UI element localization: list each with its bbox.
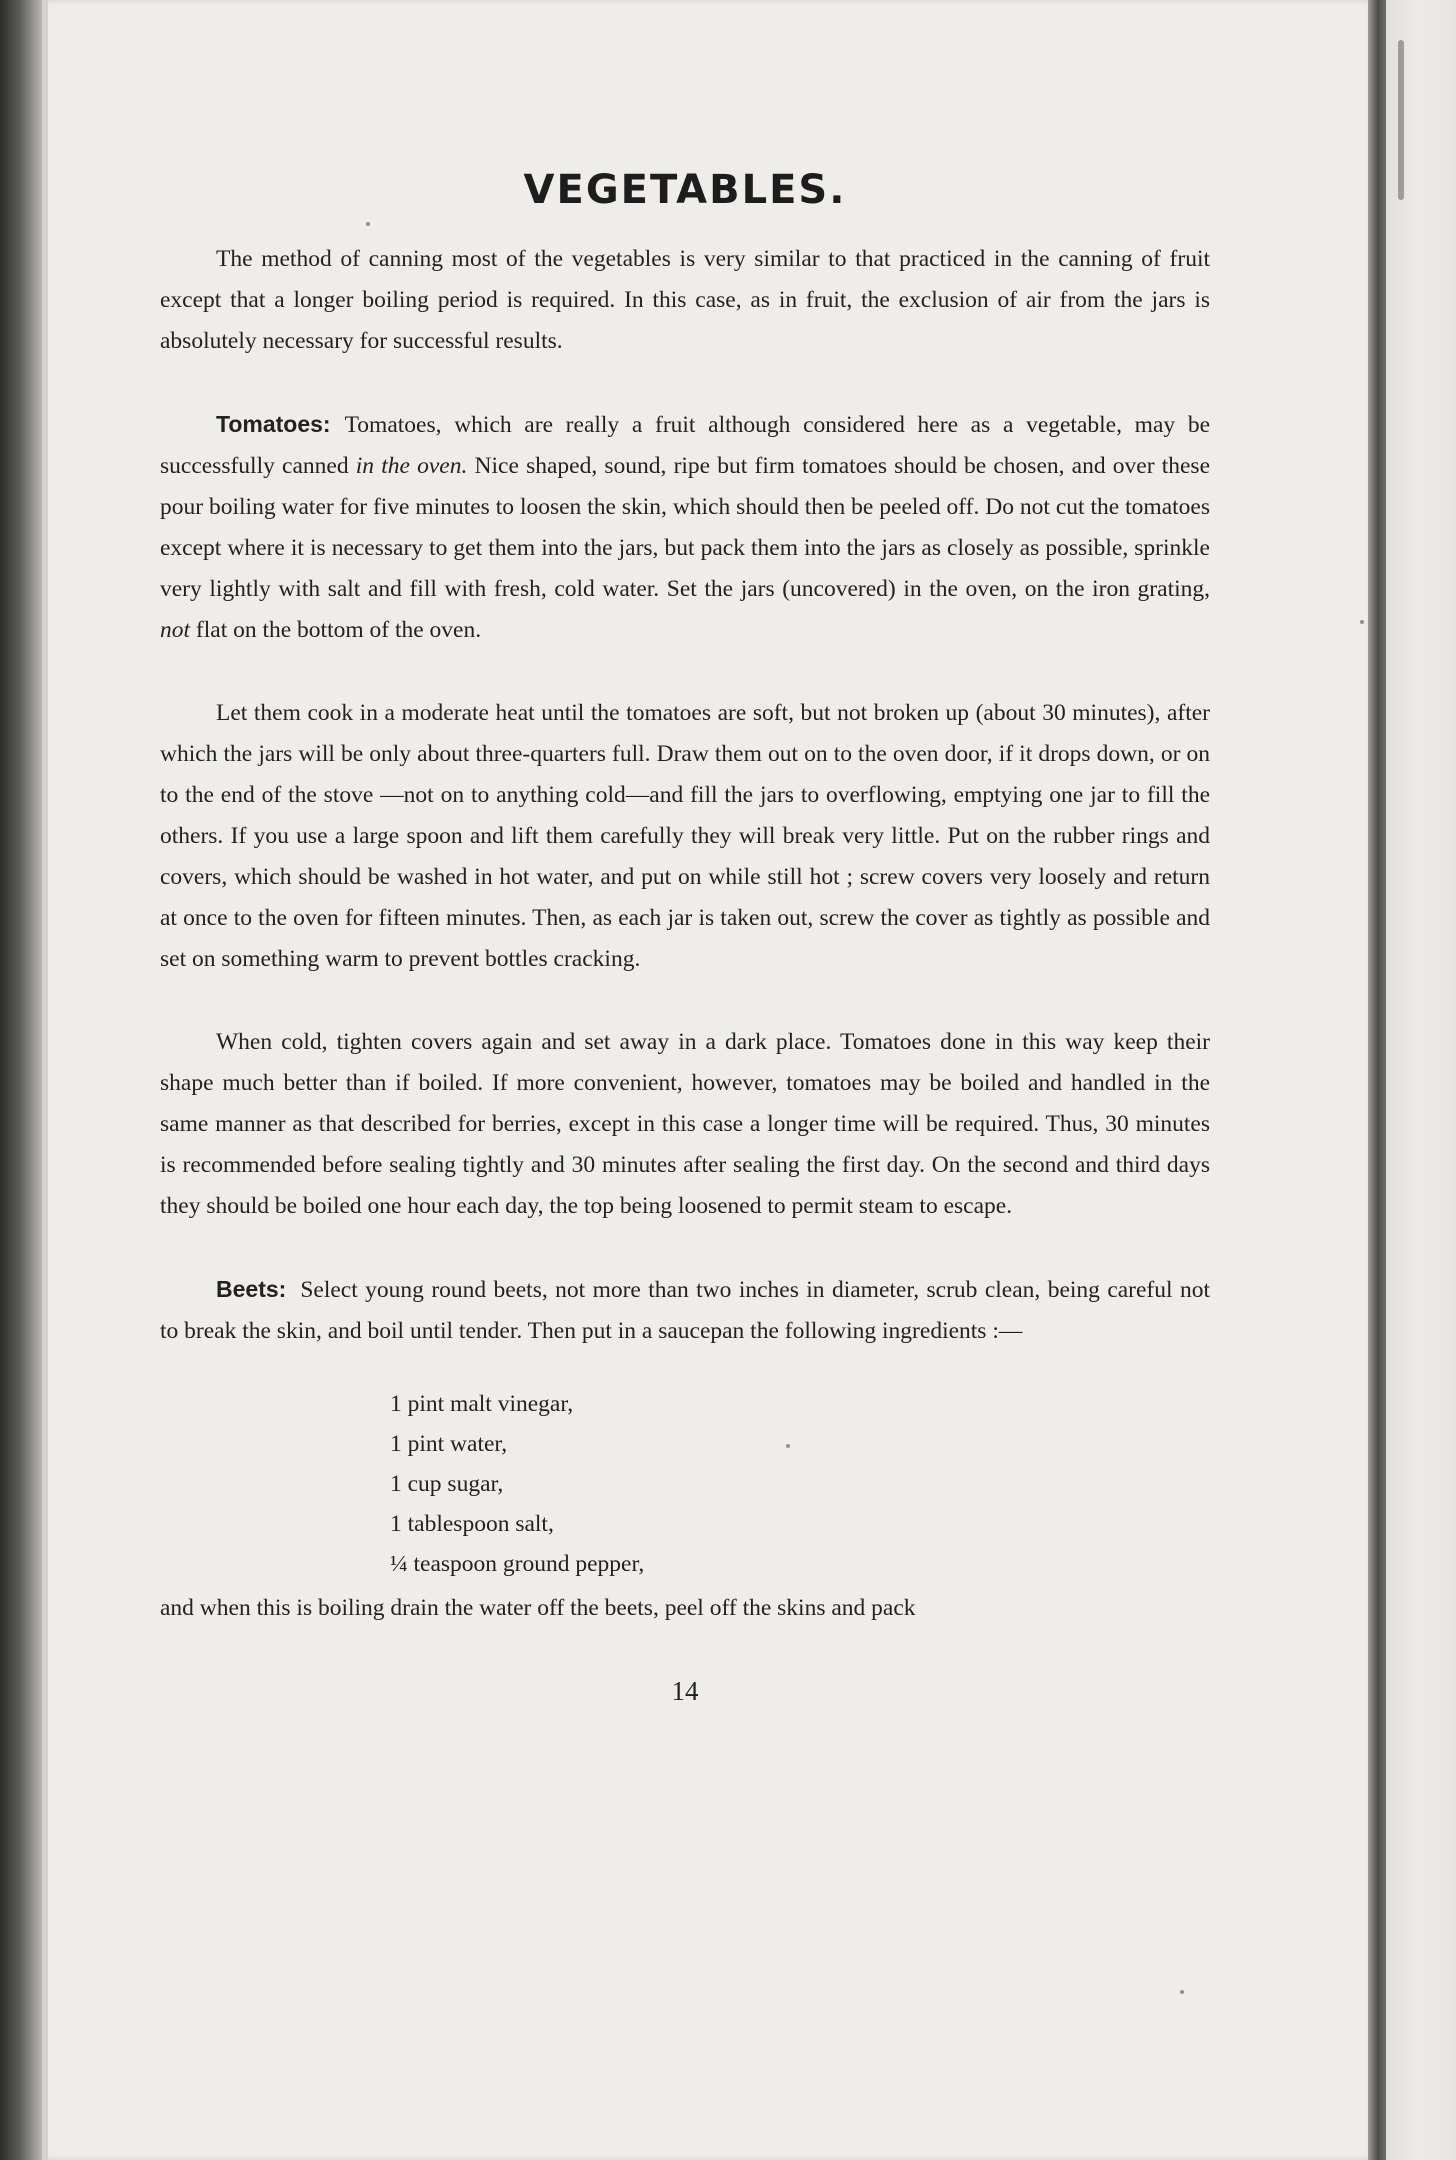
ingredient-list — [160, 1384, 1210, 1584]
next-page-mark — [1398, 40, 1404, 200]
beets-paragraph — [160, 1269, 1210, 1352]
page-content — [160, 167, 1211, 1712]
page-number: 14 — [671, 1676, 699, 1706]
tomatoes-paragraph-2: Let them cook in a moderate heat until the tomatoes are soft, but not broken up (about 30 minutes), after which the jars will be only about three-quarters full. Draw them out on to the oven door, if it drops down, or on to the end of the stove —not on to anything cold—and fill the jars to overflowing, emptying one jar to fill the others. If you use a large spoon and lift them carefully they will break very little. Put on the rubber rings and covers, which should be washed in hot water, and put on while still hot ; screw covers very loosely and return at once to the oven for fifteen minutes. Then, as each jar is taken out, screw the cover as tightly as possible and set on something warm to prevent bottles cracking. — [160, 700, 1210, 972]
beets-text: Select young round beets, not more than two inches in diameter, scrub clean, being careful not to break the skin, and boil until tender. Then put in a saucepan the following ingredients :— — [160, 1277, 1210, 1344]
print-speck — [1180, 1990, 1184, 1994]
ingredient-item: 1 tablespoon salt, — [390, 1511, 554, 1537]
beets-continuation: and when this is boiling drain the water off the beets, peel off the skins and pack — [160, 1595, 916, 1621]
ingredient-item: 1 pint malt vinegar, — [390, 1391, 574, 1417]
tomatoes-paragraph-3: When cold, tighten covers again and set away in a dark place. Tomatoes done in this way keep their shape much better than if boiled. If more convenient, however, tomatoes may be boiled and handled in the same manner as that described for berries, except in this case a longer time will be required. Thus, 30 minutes is recommended before sealing tightly and 30 minutes after sealing the first day. On the second and third days they should be boiled one hour each day, the top being loosened to permit steam to escape. — [160, 1029, 1210, 1219]
scan-left-border — [0, 0, 42, 2160]
tomatoes-text-c: flat on the bottom of the oven. — [190, 617, 482, 643]
tomatoes-emphasis-not: not — [160, 617, 191, 643]
ingredient-item: 1 cup sugar, — [390, 1471, 504, 1497]
tomatoes-paragraph-1 — [160, 404, 1210, 651]
next-page-edge — [1386, 0, 1456, 2160]
tomatoes-label: Tomatoes: — [216, 411, 331, 437]
beets-label: Beets: — [216, 1276, 287, 1302]
ingredient-item: ¼ teaspoon ground pepper, — [390, 1551, 645, 1577]
tomatoes-text-a: Tomatoes, which are really a fruit although considered here as a vegetable, may be successfully canned — [160, 412, 1210, 479]
page-fold-shadow — [1368, 0, 1386, 2160]
tomatoes-text-b: Nice shaped, sound, ripe but firm tomatoes should be chosen, and over these pour boiling water for five minutes to loosen the skin, which should then be peeled off. Do not cut the tomatoes except where it is necessary to get them into the jars, but pack them into the jars as closely as possible, sprinkle very lightly with salt and fill with fresh, cold water. Set the jars (uncovered) in the oven, on the iron grating, — [160, 453, 1211, 602]
tomatoes-emphasis-oven: in the oven. — [355, 453, 468, 479]
intro-paragraph: The method of canning most of the vegetables is very similar to that practiced in the canning of fruit except that a longer boiling period is required. In this case, as in fruit, the exclusion of air from the jars is absolutely necessary for successful results. — [160, 246, 1210, 354]
section-heading: VEGETABLES. — [523, 167, 847, 213]
ingredient-item: 1 pint water, — [390, 1431, 508, 1457]
print-speck — [1360, 620, 1364, 624]
